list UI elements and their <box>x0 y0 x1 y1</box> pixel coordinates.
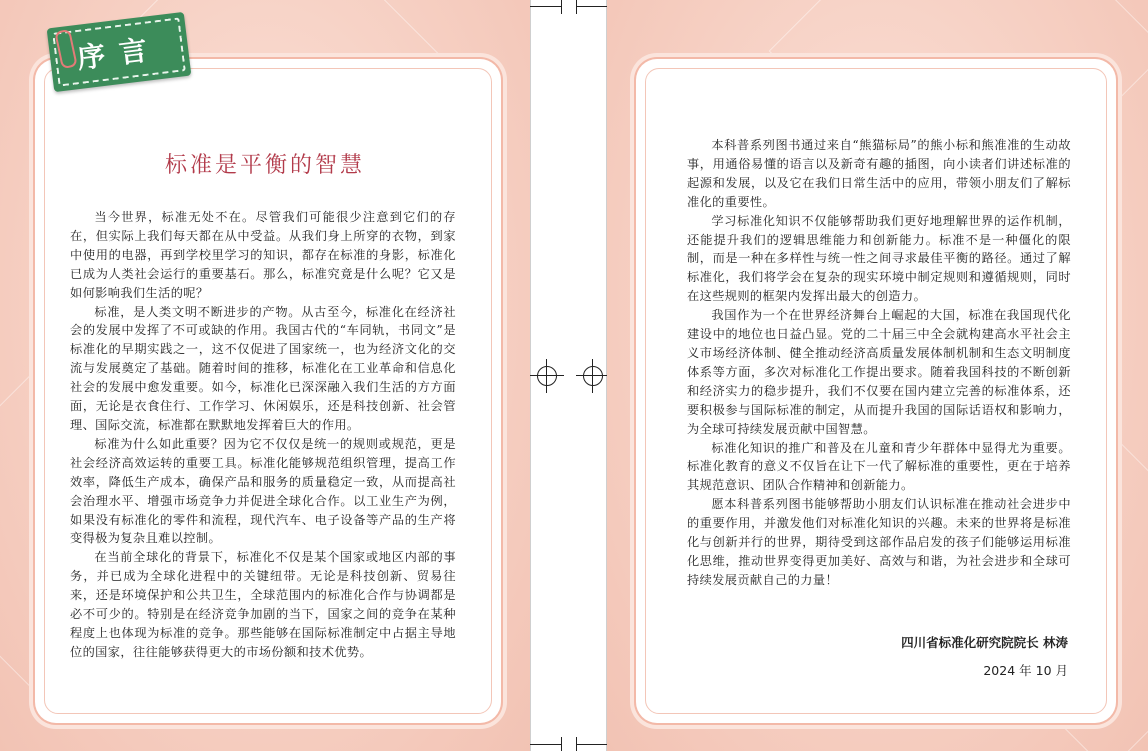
crop-mark <box>576 737 577 751</box>
crop-mark <box>530 744 562 745</box>
crop-mark <box>576 744 607 745</box>
crop-mark <box>576 6 607 7</box>
paragraph: 学习标准化知识不仅能够帮助我们更好地理解世界的运作机制，还能提升我们的逻辑思维能力和创新能力。标准不是一种僵化的限制，而是一种在多样性与统一性之间寻求最佳平衡的路径。通过了解标准化，我们将学会在复杂的现实环境中制定规则和遵循规则，同时在这些规则的框架内发挥出最大的创造力。 <box>687 213 1071 304</box>
paragraph: 标准为什么如此重要？因为它不仅仅是统一的规则或规范，更是社会经济高效运转的重要工具。标准化能够规范组织管理，提高工作效率，降低生产成本，确保产品和服务的质量稳定一致，从而提高社会治理水平、增强市场竞争力并促进全球化合作。以工业生产为例，如果没有标准化的零件和流程，现代汽车、电子设备等产品的生产将变得极为复杂且难以控制。 <box>70 436 456 546</box>
crop-mark <box>561 0 562 14</box>
right-body-text <box>687 136 1071 590</box>
registration-mark-icon <box>583 366 603 386</box>
paragraph: 标准，是人类文明不断进步的产物。从古至今，标准化在经济社会的发展中发挥了不可或缺的作用。我国古代的“车同轨，书同文”是标准化的早期实践之一，这不仅促进了国家统一，也为经济文化的交流与发展奠定了基础。随着时间的推移，标准化在工业革命和信息化社会的发展中愈发重要。如今，标准化已深深融入我们生活的方方面面，无论是衣食住行、工作学习、休闲娱乐，还是科技创新、社会管理、国际交流，标准都在默默地发挥着巨大的作用。 <box>70 304 456 432</box>
crop-mark <box>561 737 562 751</box>
paragraph: 愿本科普系列图书能够帮助小朋友们认识标准在推动社会进步中的重要作用，并激发他们对标准化知识的兴趣。未来的世界将是标准化与创新并行的世界，期待受到这部作品启发的孩子们能够运用标准化思维，推动世界变得更加美好、高效与和谐，为社会进步和全球可持续发展贡献自己的力量！ <box>687 497 1071 587</box>
signature-date: 2024 年 10 月 <box>983 663 1068 678</box>
left-body-text <box>70 208 456 662</box>
signature-name: 四川省标准化研究院院长 林涛 <box>901 635 1068 650</box>
registration-mark-icon <box>537 366 557 386</box>
paragraph: 本科普系列图书通过来自“熊猫标局”的熊小标和熊准准的生动故事，用通俗易懂的语言以及新奇有趣的插图，向小读者们讲述标准的起源和发展，以及它在我们日常生活中的应用，带领小朋友们了解标准化的重要性。 <box>687 138 1071 209</box>
page-title: 标准是平衡的智慧 <box>164 153 365 178</box>
crop-mark <box>530 6 562 7</box>
crop-mark <box>576 0 577 14</box>
signature <box>901 629 1068 685</box>
paragraph: 在当前全球化的背景下，标准化不仅是某个国家或地区内部的事务，并已成为全球化进程中的关键纽带。无论是科技创新、贸易往来，还是环境保护和公共卫生，全球范围内的标准化合作与协调都是必不可少的。特别是在经济竞争加剧的当下，国家之间的竞争在某种程度上也体现为标准的竞争。那些能够在国际标准制定中占据主导地位的国家，往往能够获得更大的市场份额和技术优势。 <box>70 550 456 659</box>
paragraph: 当今世界，标准无处不在。尽管我们可能很少注意到它们的存在，但实际上我们每天都在从中受益。从我们身上所穿的衣物，到家中使用的电器，再到学校里学习的知识，都存在标准的身影，标准化已成为人类社会运行的重要基石。那么，标准究竟是什么呢？它又是如何影响我们生活的呢？ <box>70 210 456 300</box>
preface-tag-label: 序言 <box>75 31 163 75</box>
paragraph: 我国作为一个在世界经济舞台上崛起的大国，标准在我国现代化建设中的地位也日益凸显。党的二十届三中全会就构建高水平社会主义市场经济体制、健全推动经济高质量发展体制机制和生态文明制度体系等方面，多次对标准化工作提出要求。随着我国科技的不断创新和经济实力的稳步提升，我们不仅要在国内建立完善的标准体系，还要积极参与国际标准的制定，从而提升我国的国际话语权和影响力，为全球可持续发展贡献中国智慧。 <box>687 308 1071 436</box>
paragraph: 标准化知识的推广和普及在儿童和青少年群体中显得尤为重要。标准化教育的意义不仅旨在让下一代了解标准的重要性，更在于培养其规范意识、团队合作精神和创新能力。 <box>687 440 1071 493</box>
